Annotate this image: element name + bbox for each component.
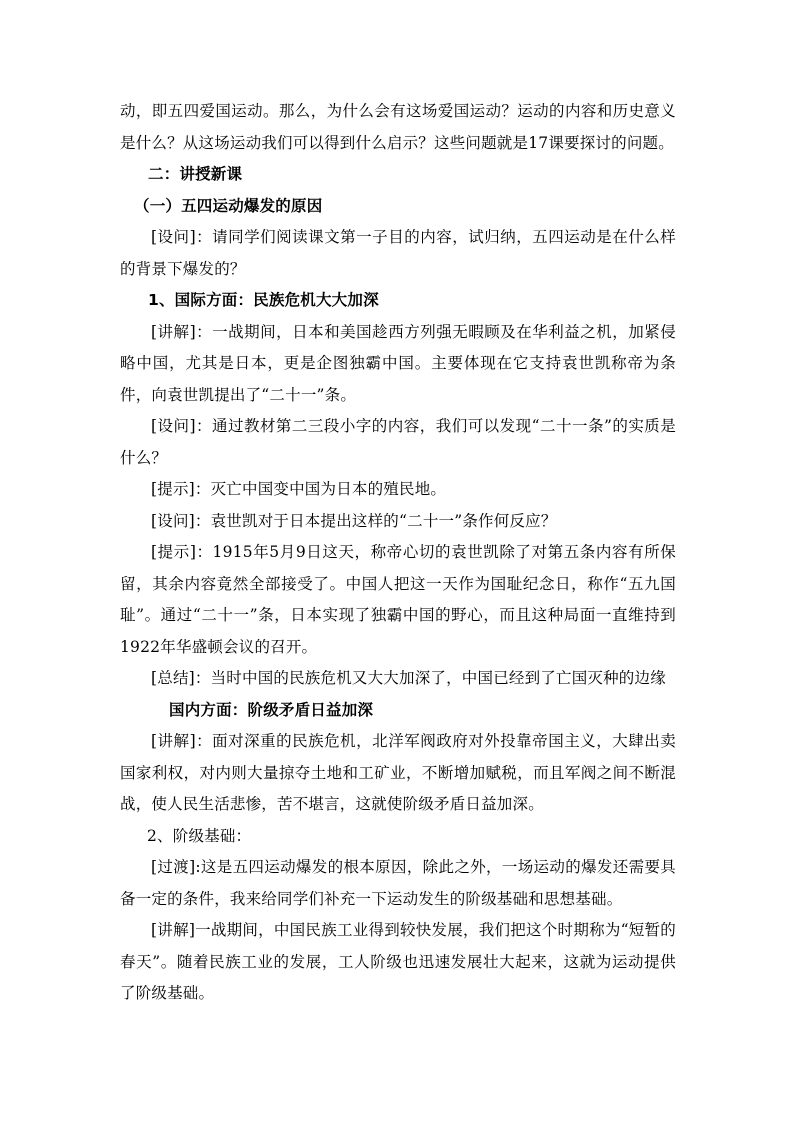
question-paragraph-essence: [设问]：通过教材第二三段小字的内容，我们可以发现“二十一条”的实质是什么？ <box>120 417 676 467</box>
subsection-heading-causes: （一）五四运动爆发的原因 <box>134 196 323 215</box>
intro-paragraph: 动，即五四爱国运动。那么，为什么会有这场爱国运动？运动的内容和历史意义是什么？从这场运动我们可以得到什么启示？这些问题就是17课要探讨的问题。 <box>120 102 676 152</box>
hint-paragraph-colony: [提示]：灭亡中国变中国为日本的殖民地。 <box>151 480 447 498</box>
heading-international-aspect: 1、国际方面：民族危机大大加深 <box>148 291 379 309</box>
heading-class-basis: 2、阶级基础： <box>147 826 252 845</box>
explanation-paragraph-warlords: [讲解]：面对深重的民族危机，北洋军阀政府对外投靠帝国主义，大肆出卖国家利权，对内则大量掠夺土地和工矿业，不断增加赋税，而且军阀之间不断混战，使人民生活悲惨，苦不堪言，这就使阶级矛盾日益加深。 <box>120 732 676 813</box>
explanation-paragraph-working-class: [讲解]一战期间，中国民族工业得到较快发展，我们把这个时期称为“短暂的春天”。随着民族工业的发展，工人阶级也迅速发展壮大起来，这就为运动提供了阶级基础。 <box>120 921 676 1002</box>
explanation-paragraph-japan: [讲解]：一战期间，日本和美国趁西方列强无暇顾及在华利益之机，加紧侵略中国，尤其是日本，更是企图独霸中国。主要体现在它支持袁世凯称帝为条件，向袁世凯提出了“二十一”条。 <box>120 322 676 404</box>
document-body <box>120 96 676 1010</box>
hint-paragraph-national-humiliation: [提示]：1915年5月9日这天，称帝心切的袁世凯除了对第五条内容有所保留，其余内容竟然全部接受了。中国人把这一天作为国耻纪念日，称作“五九国耻”。通过“二十一”条，日本实现了独霸中国的野心，而且这种局面一直维持到1922年华盛顿会议的召开。 <box>120 543 676 656</box>
question-paragraph-reaction: [设问]：袁世凯对于日本提出这样的“二十一”条作何反应？ <box>151 511 557 530</box>
section-heading-new-lesson: 二：讲授新课 <box>148 165 243 183</box>
summary-paragraph-crisis: [总结]：当时中国的民族危机又大大加深了，中国已经到了亡国灭种的边缘 <box>151 669 666 687</box>
transition-paragraph-conditions: [过渡]:这是五四运动爆发的根本原因，除此之外，一场运动的爆发还需要具备一定的条件，我来给同学们补充一下运动发生的阶级基础和思想基础。 <box>120 858 676 908</box>
heading-domestic-aspect: 国内方面：阶级矛盾日益加深 <box>169 700 374 719</box>
question-paragraph-background: [设问]：请同学们阅读课文第一子目的内容，试归纳，五四运动是在什么样的背景下爆发的？ <box>120 228 676 278</box>
